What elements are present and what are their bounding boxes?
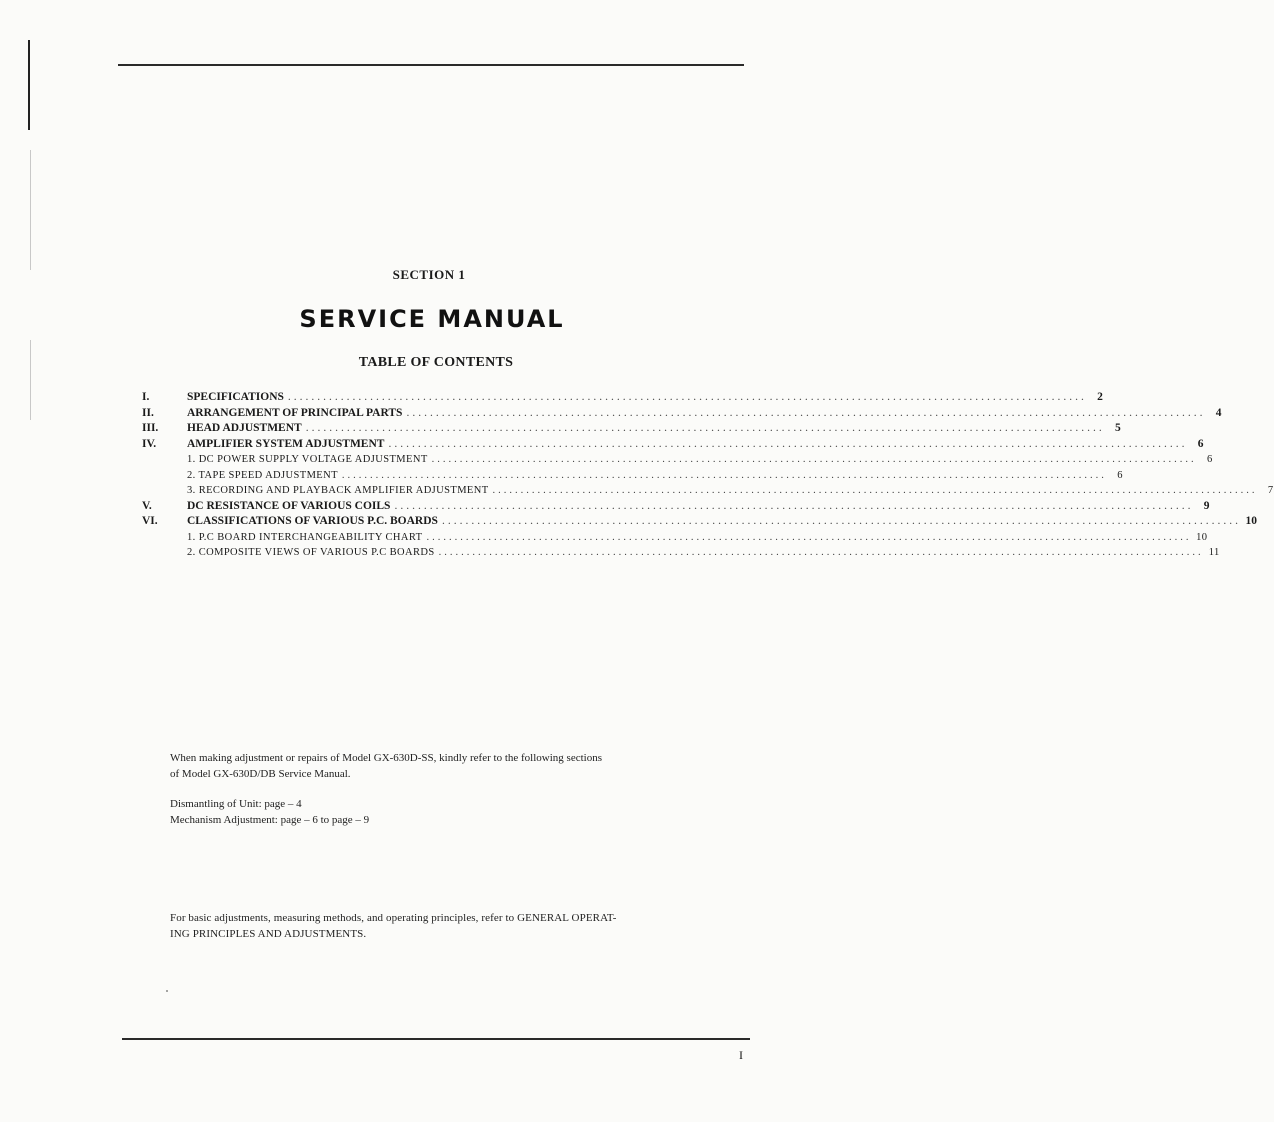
- toc-heading: TABLE OF CONTENTS: [358, 355, 514, 370]
- basic-adjustments-note: [170, 910, 730, 942]
- toc-subentry[interactable]: [142, 452, 1213, 468]
- toc-entry-page: 6: [1197, 437, 1204, 450]
- edge-speck: [30, 340, 31, 420]
- toc-entry-title: 1. P.C BOARD INTERCHANGEABILITY CHART: [187, 531, 423, 543]
- top-rule: [118, 64, 744, 66]
- reference-note-line: When making adjustment or repairs of Model GX-630D-SS, kindly refer to the following sections: [170, 752, 602, 764]
- leader-dots: ........................................................................................................................................: [438, 547, 1204, 558]
- toc-entry-title: SPECIFICATIONS: [187, 391, 284, 403]
- leader-dots: ........................................................................................................................................: [287, 391, 1087, 403]
- page-number: I: [739, 1048, 743, 1062]
- toc-entry-page: 2: [1097, 391, 1103, 403]
- page-title: SERVICE MANUAL: [299, 305, 565, 333]
- toc-entry-page: 10: [1245, 515, 1257, 527]
- mechanism-reference: Mechanism Adjustment: page – 6 to page – 9: [170, 814, 370, 826]
- toc-entry-page: 10: [1196, 531, 1208, 543]
- section-label: SECTION 1: [392, 267, 466, 282]
- leader-dots: ........................................................................................................................................: [426, 531, 1192, 543]
- reference-note-line: of Model GX-630D/DB Service Manual.: [170, 768, 351, 780]
- toc-entry-title: DC RESISTANCE OF VARIOUS COILS: [187, 499, 391, 512]
- toc-entry[interactable]: [142, 514, 1257, 530]
- toc-entry-page: 7: [1267, 485, 1274, 496]
- toc-entry[interactable]: [142, 499, 1210, 515]
- toc-subentry[interactable]: [142, 545, 1220, 561]
- leader-dots: ........................................................................................................................................: [341, 469, 1107, 481]
- toc-entry-number: VI.: [142, 515, 158, 527]
- leader-dots: ........................................................................................................................................: [431, 454, 1197, 465]
- toc-entry[interactable]: [142, 406, 1222, 422]
- toc-entry[interactable]: [142, 390, 1103, 406]
- leader-dots: ........................................................................................................................................: [388, 437, 1188, 450]
- toc-entry-title: 1. DC POWER SUPPLY VOLTAGE ADJUSTMENT: [187, 454, 428, 465]
- reference-note: [170, 750, 730, 782]
- toc-subentry[interactable]: [142, 468, 1123, 484]
- toc-entry-number: II.: [142, 406, 154, 419]
- toc-entry-title: AMPLIFIER SYSTEM ADJUSTMENT: [187, 437, 385, 450]
- toc-entry-page: 4: [1215, 406, 1222, 419]
- leader-dots: ........................................................................................................................................: [305, 422, 1105, 434]
- bottom-rule: [122, 1038, 750, 1040]
- toc-entry-page: 11: [1208, 547, 1220, 558]
- toc-entry-page: 6: [1206, 454, 1213, 465]
- table-of-contents: [142, 390, 1274, 561]
- toc-entry-number: I.: [142, 391, 150, 403]
- toc-entry[interactable]: [142, 421, 1121, 437]
- toc-entry-page: 9: [1203, 499, 1210, 512]
- leader-dots: ........................................................................................................................................: [394, 499, 1194, 512]
- toc-entry-title: HEAD ADJUSTMENT: [187, 422, 302, 434]
- leader-dots: ........................................................................................................................................: [441, 515, 1241, 527]
- toc-entry-title: 3. RECORDING AND PLAYBACK AMPLIFIER ADJUSTMENT: [187, 485, 489, 496]
- toc-entry-page: 6: [1117, 469, 1123, 481]
- toc-entry-number: IV.: [142, 437, 157, 450]
- toc-entry-title: CLASSIFICATIONS OF VARIOUS P.C. BOARDS: [187, 515, 438, 527]
- dismantling-reference: Dismantling of Unit: page – 4: [170, 798, 302, 810]
- toc-entry-title: ARRANGEMENT OF PRINCIPAL PARTS: [187, 406, 403, 419]
- toc-entry-page: 5: [1114, 422, 1121, 434]
- binding-mark: [28, 40, 30, 130]
- leader-dots: ........................................................................................................................................: [406, 406, 1206, 419]
- edge-speck: [30, 150, 31, 270]
- toc-subentry[interactable]: [142, 530, 1208, 546]
- toc-entry[interactable]: [142, 437, 1204, 453]
- basic-note-line: For basic adjustments, measuring methods, and operating principles, refer to GENERAL OPERAT-: [170, 912, 617, 924]
- basic-note-line: ING PRINCIPLES AND ADJUSTMENTS.: [170, 928, 367, 940]
- leader-dots: ........................................................................................................................................: [492, 485, 1258, 496]
- toc-entry-title: 2. TAPE SPEED ADJUSTMENT: [187, 469, 338, 481]
- print-speck: [166, 990, 168, 992]
- page-references: [170, 796, 570, 828]
- toc-subentry[interactable]: [142, 483, 1274, 499]
- toc-entry-title: 2. COMPOSITE VIEWS OF VARIOUS P.C BOARDS: [187, 547, 435, 558]
- toc-entry-number: V.: [142, 499, 152, 512]
- toc-entry-number: III.: [142, 422, 159, 434]
